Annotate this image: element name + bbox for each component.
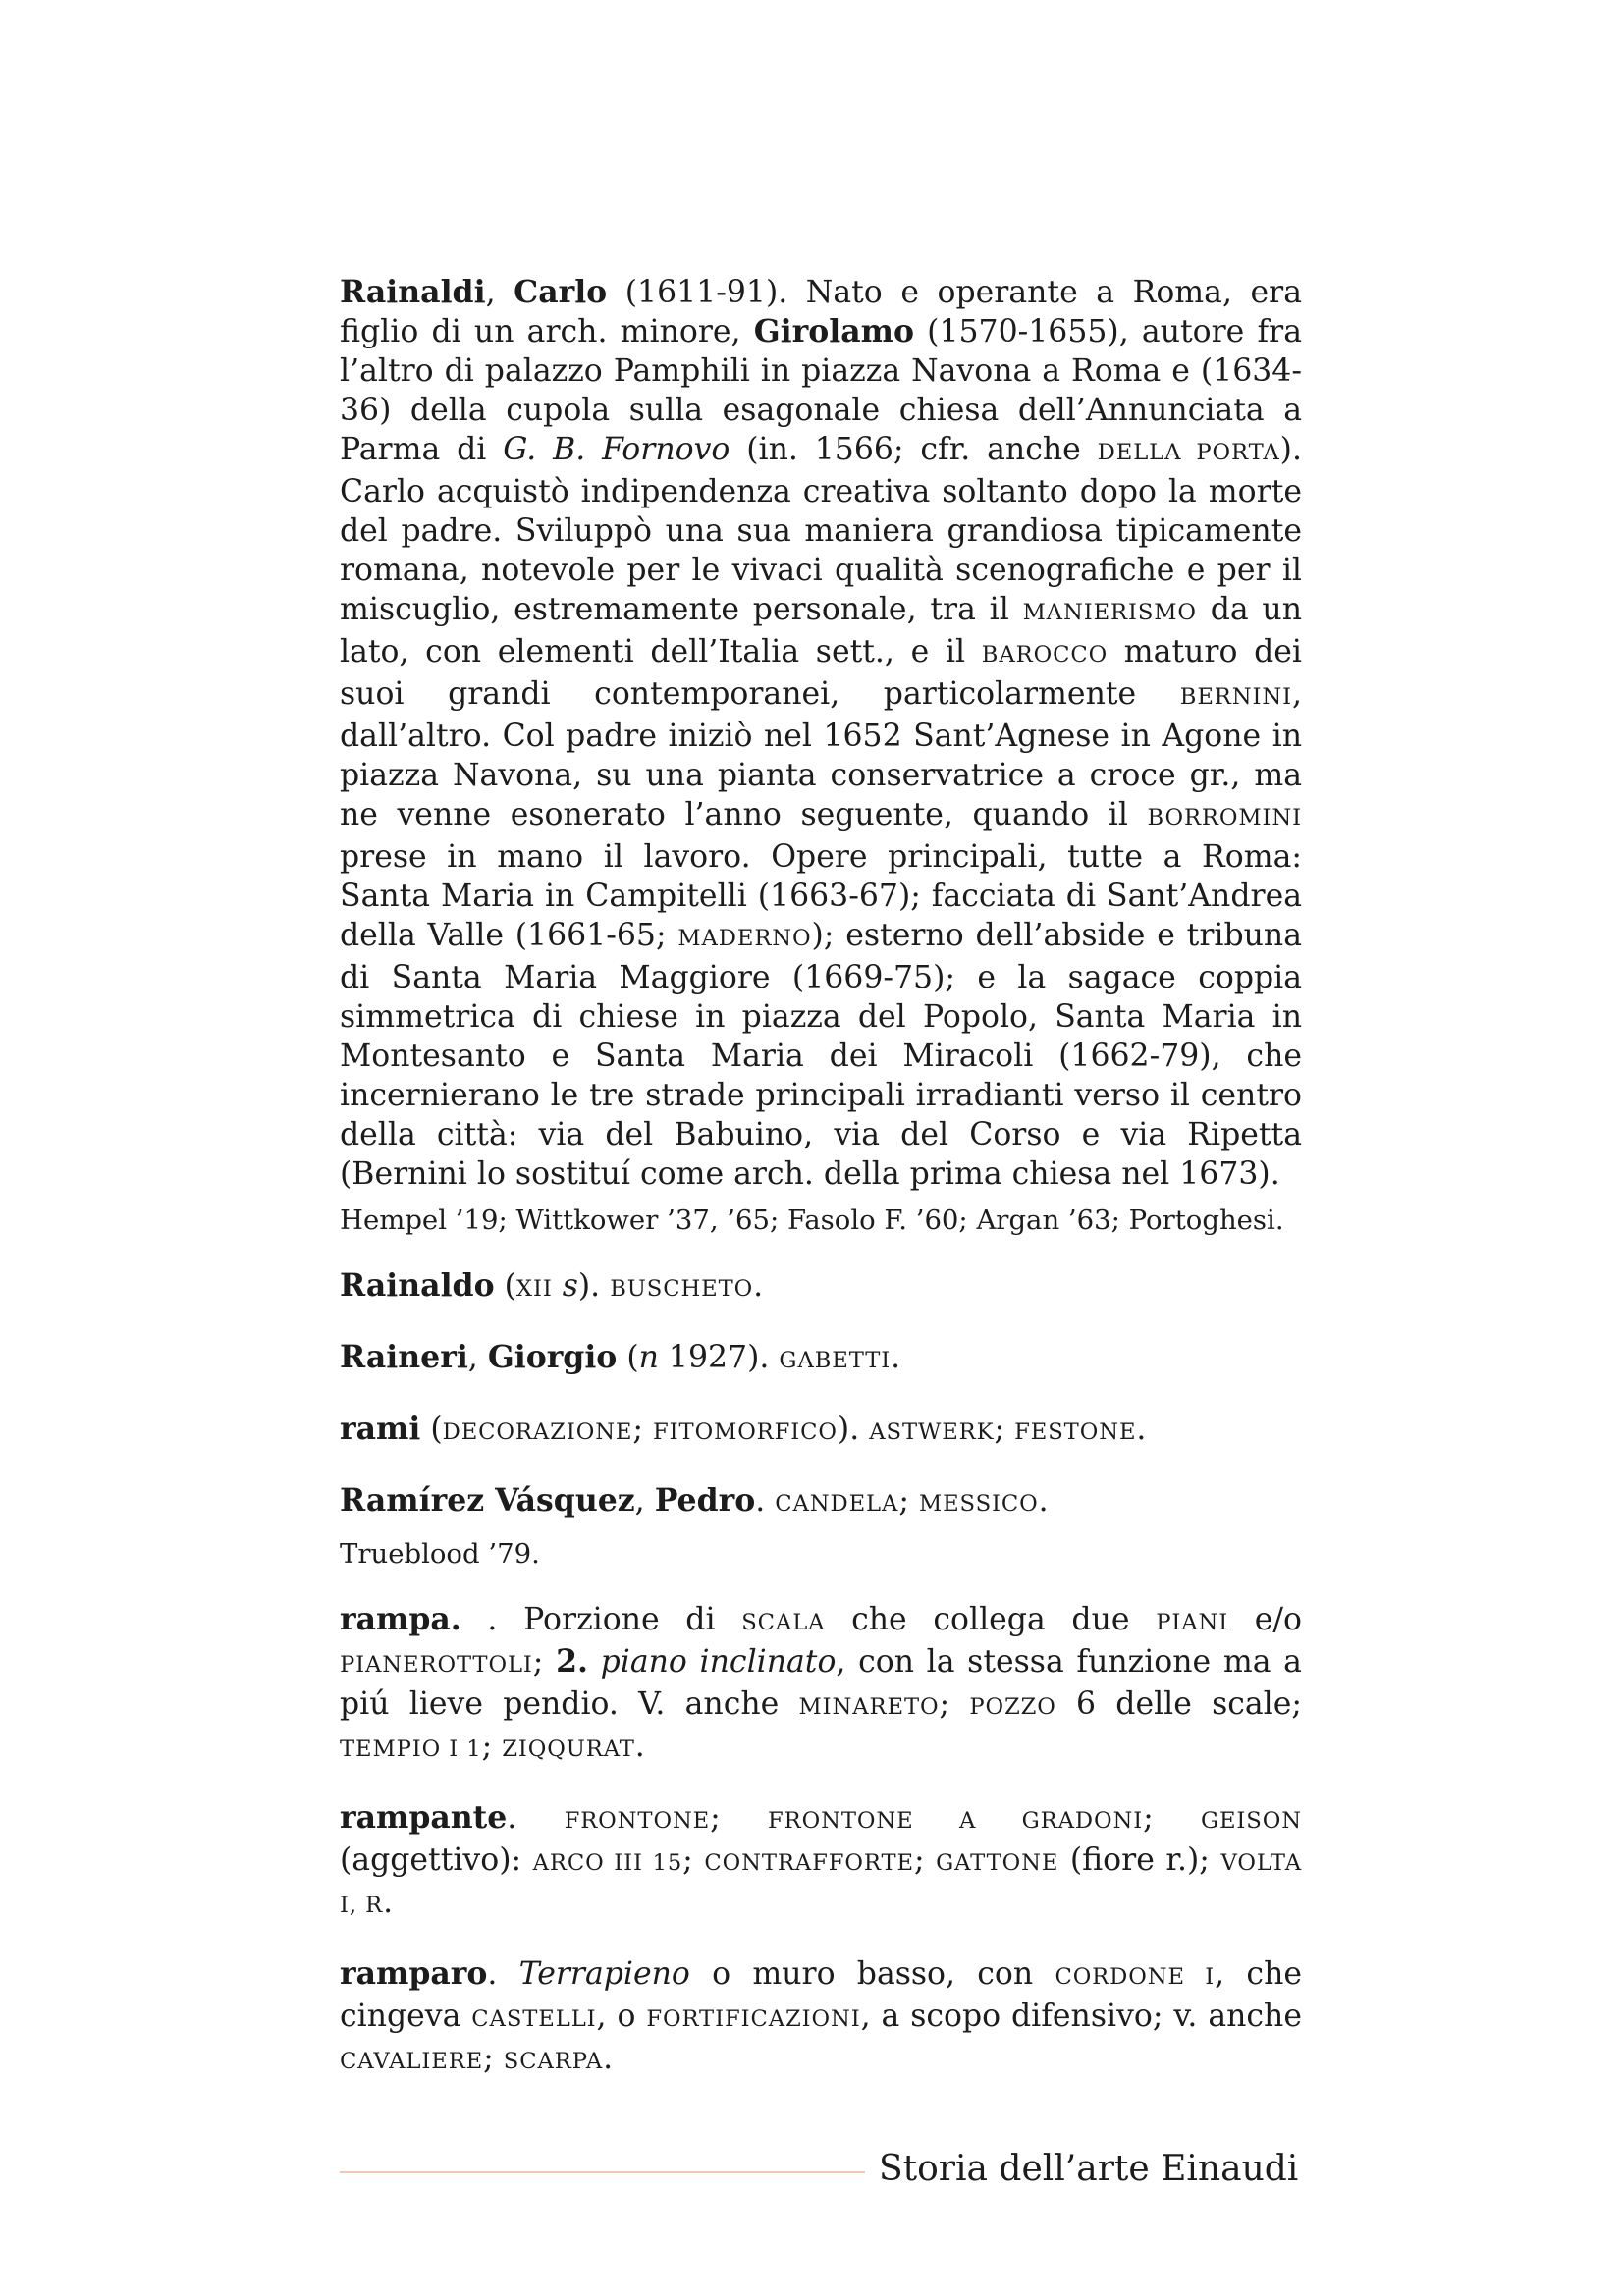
cross-reference: ZIQQURAT [502, 1736, 635, 1762]
entry-text: ; [483, 2041, 504, 2076]
headword-given-name: Pedro [654, 1482, 756, 1519]
headword: Rainaldo [340, 1267, 495, 1304]
cross-reference: MINARETO [798, 1694, 940, 1720]
entry-text: o muro basso, con [689, 1956, 1055, 1992]
entry-text [588, 1644, 601, 1680]
cross-reference: FESTONE [1014, 1419, 1137, 1445]
cross-reference: GABETTI [779, 1348, 892, 1373]
century-abbrev: s [562, 1268, 578, 1304]
entry-text: che collega due [825, 1602, 1157, 1637]
century-label: XII [515, 1276, 553, 1302]
footer-publisher: Storia dell’arte Einaudi [879, 2149, 1299, 2189]
entry-text: (aggettivo): [340, 1842, 533, 1878]
entry-text: . [753, 1268, 764, 1304]
entry-text: , [634, 1483, 655, 1519]
cross-reference: BORROMINI [1147, 805, 1302, 830]
entry-text [553, 1268, 563, 1304]
entry-text: ; [532, 1644, 557, 1680]
entry-text: ; [632, 1412, 654, 1447]
cross-reference: CORDONE I [1055, 1964, 1216, 1990]
cross-reference: PIANI [1156, 1610, 1229, 1635]
entry-text: maturo dei suoi grandi contemporanei, particolarmente [340, 634, 1302, 712]
entry-text: , [485, 275, 514, 310]
related-person-name: Girolamo [753, 313, 914, 349]
entry-text: . [487, 1956, 519, 1992]
headword: rami [340, 1411, 421, 1447]
entry-text: . [891, 1340, 901, 1375]
cross-reference: FRONTONE [564, 1808, 711, 1834]
cross-reference: POZZO [969, 1694, 1056, 1720]
cross-reference: PIANEROTTOLI [340, 1652, 533, 1678]
entry-text: (fiore r.); [1058, 1842, 1221, 1878]
entry-text: ; [913, 1842, 937, 1878]
cross-reference: GEISON [1200, 1808, 1302, 1834]
cross-reference: FRONTONE A GRADONI [768, 1808, 1144, 1834]
entry-text: . [1136, 1412, 1147, 1447]
headword: Raineri [340, 1339, 468, 1375]
entry-text: ; [682, 1842, 705, 1878]
entry-text: , a scopo difensivo; v. anche [860, 1999, 1302, 2034]
entry-ramparo [340, 1954, 1302, 2081]
italic-term: piano inclinato [600, 1644, 837, 1680]
entry-raineri-giorgio [340, 1338, 1302, 1380]
headword: Rainaldi [340, 274, 486, 310]
entry-text: , che cingeva [340, 1956, 1303, 2034]
cross-reference: DECORAZIONE [442, 1419, 633, 1445]
headword-given-name: Giorgio [487, 1339, 618, 1375]
cross-reference: MESSICO [918, 1491, 1039, 1517]
entry-rami [340, 1410, 1302, 1452]
entry-text: (1611-91). Nato e operante a Roma, era figlio di un arch. minore, [340, 275, 1302, 349]
cross-reference: BERNINI [1179, 684, 1292, 710]
birth-abbrev: n [638, 1340, 659, 1375]
entry-text: 6 delle scale; [1055, 1686, 1303, 1722]
entry-text: ; [1143, 1800, 1201, 1836]
bibliography: Trueblood ’79. [340, 1538, 540, 1570]
entry-text: ; [898, 1483, 919, 1519]
sense-number: 2. [556, 1643, 588, 1680]
entry-text: . [603, 2041, 614, 2076]
dictionary-page-body [340, 273, 1302, 2081]
entry-text: ( [420, 1412, 443, 1447]
entry-text: . [1038, 1483, 1049, 1519]
headword: rampa. [340, 1601, 461, 1637]
cross-reference: SCALA [741, 1610, 826, 1635]
entry-text: , o [596, 1999, 647, 2034]
cross-reference: MANIERISMO [1022, 600, 1197, 625]
cross-reference: FITOMORFICO [653, 1419, 838, 1445]
entry-text: , con la stessa funzione ma a piú lieve pendio. V. anche [340, 1644, 1302, 1722]
entry-text: (1570-1655), autore fra l’altro di palazzo Pamphili in piazza Navona a Roma e (1634-36) della cupola sulla esagonale chiesa dell’Annunciata a Parma di [340, 314, 1302, 467]
italic-term: Terrapieno [518, 1956, 690, 1992]
entry-text: ); esterno dell’abside e tribuna di Santa Maria Maggiore (1669-75); e la sagace coppia simmetrica di chiese in piazza del Popolo, Santa Maria in Montesanto e Santa Maria dei Miracoli (1662-79), che incernierano le tre strade principali irradianti verso il centro della città: via del Babuino, via del Corso e via Ripetta (Bernini lo sostituí come arch. della prima chiesa nel 1673). [340, 918, 1302, 1192]
entry-text: . [634, 1729, 645, 1764]
entry-text: . Porzione di [460, 1602, 742, 1637]
cross-reference: CONTRAFFORTE [704, 1850, 914, 1876]
headword-given-name: Carlo [514, 274, 608, 310]
entry-text: ( [494, 1268, 516, 1304]
entry-text: ; [994, 1412, 1015, 1447]
entry-text: e/o [1228, 1602, 1303, 1637]
entry-rampante [340, 1798, 1302, 1925]
entry-text: ; [710, 1800, 769, 1836]
cross-reference: ASTWERK [869, 1419, 995, 1445]
bibliography: Hempel ’19; Wittkower ’37, ’65; Fasolo F. ’60; Argan ’63; Portoghesi. [340, 1204, 1284, 1236]
headword: Ramírez Vásquez [340, 1482, 635, 1519]
entry-rainaldi-carlo [340, 273, 1302, 1194]
headword: ramparo [340, 1955, 488, 1992]
cross-reference: BAROCCO [981, 642, 1109, 667]
entry-text: prese in mano il lavoro. Opere principali, tutte a Roma: Santa Maria in Campitelli (1663-67); facciata di Sant’Andrea della Valle (1661-65; [340, 839, 1302, 953]
cross-reference: FORTIFICAZIONI [646, 2006, 861, 2032]
entry-text: ). Carlo acquistò indipendenza creativa soltanto dopo la morte del padre. Sviluppò una sua maniera grandiosa tipicamente romana, notevole per le vivaci qualità scenografiche e per il miscuglio, estremamente personale, tra il [340, 432, 1302, 627]
cross-reference: BUSCHETO [610, 1276, 754, 1302]
entry-text: , dall’altro. Col padre iniziò nel 1652 Sant’Agnese in Agone in piazza Navona, su una pianta conservatrice a croce gr., ma ne venne esonerato l’anno seguente, quando il [340, 676, 1302, 832]
cross-reference: CANDELA [775, 1491, 899, 1517]
headword: rampante [340, 1799, 508, 1836]
entry-text: . [755, 1483, 776, 1519]
entry-text: ). [577, 1268, 611, 1304]
cross-reference: CAVALIERE [340, 2049, 484, 2074]
entry-text: . [383, 1885, 394, 1920]
entry-text: 1927). [658, 1340, 780, 1375]
italic-name: G. B. Fornovo [503, 432, 730, 467]
entry-text: ). [837, 1412, 870, 1447]
cross-reference: SCARPA [503, 2049, 604, 2074]
entry-text: . [507, 1800, 565, 1836]
cross-reference: GATTONE [936, 1850, 1059, 1876]
entry-text: ( [617, 1340, 639, 1375]
entry-rainaldo [340, 1266, 1302, 1308]
entry-text: , [467, 1340, 488, 1375]
cross-reference: VOLTA I, R [340, 1850, 1302, 1918]
entry-ramirez-vasquez [340, 1481, 1302, 1523]
cross-reference: DELLA PORTA [1097, 440, 1280, 465]
entry-text: (in. 1566; cfr. anche [730, 432, 1098, 467]
footer-divider [340, 2171, 865, 2173]
entry-text: da un lato, con elementi dell’Italia sett., e il [340, 592, 1303, 669]
entry-text: ; [481, 1729, 503, 1764]
cross-reference: ARCO III 15 [532, 1850, 683, 1876]
cross-reference: TEMPIO I 1 [340, 1736, 482, 1762]
cross-reference: MADERNO [677, 926, 812, 951]
entry-rampa [340, 1600, 1302, 1769]
entry-text: ; [939, 1686, 970, 1722]
cross-reference: CASTELLI [471, 2006, 597, 2032]
